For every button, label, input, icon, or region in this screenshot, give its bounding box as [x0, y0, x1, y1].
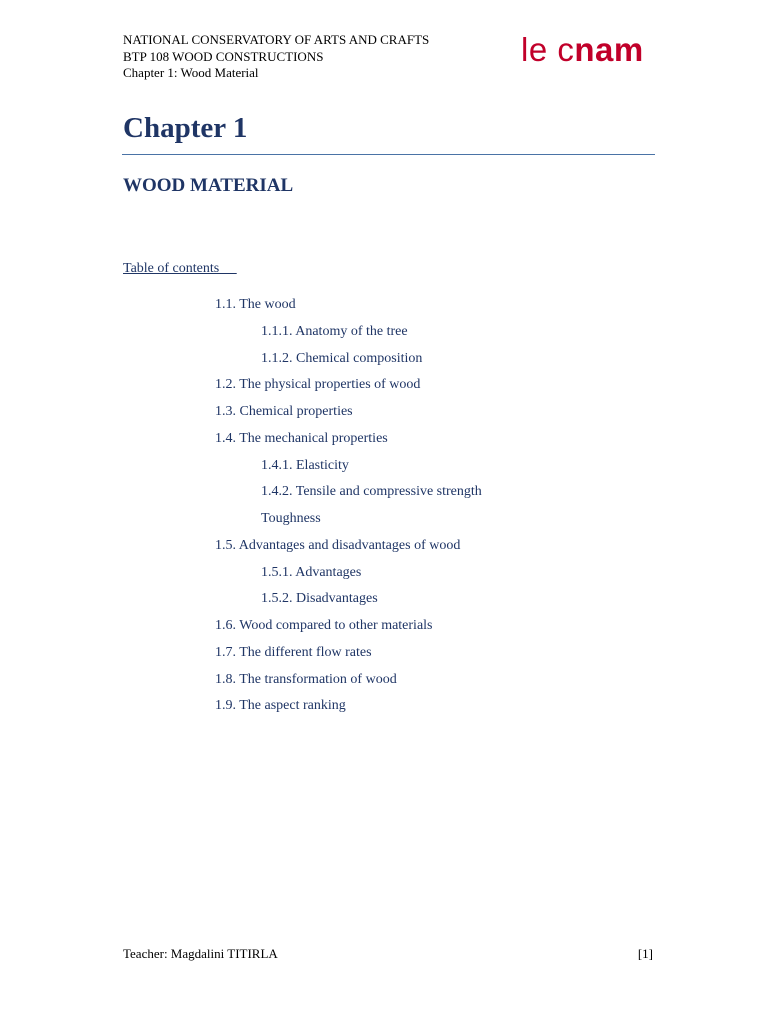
- toc-link-1-6[interactable]: 1.6. Wood compared to other materials: [215, 618, 433, 633]
- chapter-title: Chapter 1: [123, 112, 248, 144]
- header-institution: NATIONAL CONSERVATORY OF ARTS AND CRAFTS: [123, 32, 430, 47]
- table-of-contents: [0, 294, 768, 722]
- footer-teacher: Teacher: Magdalini TITIRLA: [123, 946, 278, 961]
- toc-link-1-4-2[interactable]: 1.4.2. Tensile and compressive strength: [261, 484, 482, 500]
- logo-text-part2: nam: [574, 31, 644, 68]
- toc-link-1-1-1[interactable]: 1.1.1. Anatomy of the tree: [261, 323, 408, 339]
- toc-link-1-2[interactable]: 1.2. The physical properties of wood: [215, 377, 421, 393]
- chapter-subtitle: WOOD MATERIAL: [123, 175, 294, 196]
- title-divider: [122, 154, 655, 155]
- toc-link-1-5-1[interactable]: 1.5.1. Advantages: [261, 564, 362, 580]
- toc-link-toughness[interactable]: Toughness: [261, 511, 321, 526]
- toc-link-1-5-2[interactable]: 1.5.2. Disadvantages: [261, 591, 378, 607]
- toc-link-1-5[interactable]: 1.5. Advantages and disadvantages of wood: [215, 537, 461, 553]
- toc-link-1-1-2[interactable]: 1.1.2. Chemical composition: [261, 350, 423, 366]
- header-course: BTP 108 WOOD CONSTRUCTIONS: [123, 48, 324, 64]
- footer-page-number: [1]: [637, 946, 653, 961]
- toc-link-1-3[interactable]: 1.3. Chemical properties: [215, 404, 353, 419]
- toc-link-1-4-1[interactable]: 1.4.1. Elasticity: [261, 457, 349, 473]
- logo-text-part1: le c: [521, 31, 575, 68]
- toc-heading-link[interactable]: Table of contents: [123, 261, 237, 276]
- toc-link-1-9[interactable]: 1.9. The aspect ranking: [215, 698, 346, 714]
- header-chapter: Chapter 1: Wood Material: [123, 65, 259, 80]
- page-header: [123, 32, 429, 82]
- toc-link-1-4[interactable]: 1.4. The mechanical properties: [215, 430, 388, 446]
- toc-link-1-8[interactable]: 1.8. The transformation of wood: [215, 671, 397, 687]
- cnam-logo: [521, 31, 644, 69]
- toc-link-1-7[interactable]: 1.7. The different flow rates: [215, 644, 372, 660]
- toc-link-1-1[interactable]: 1.1. The wood: [215, 297, 296, 312]
